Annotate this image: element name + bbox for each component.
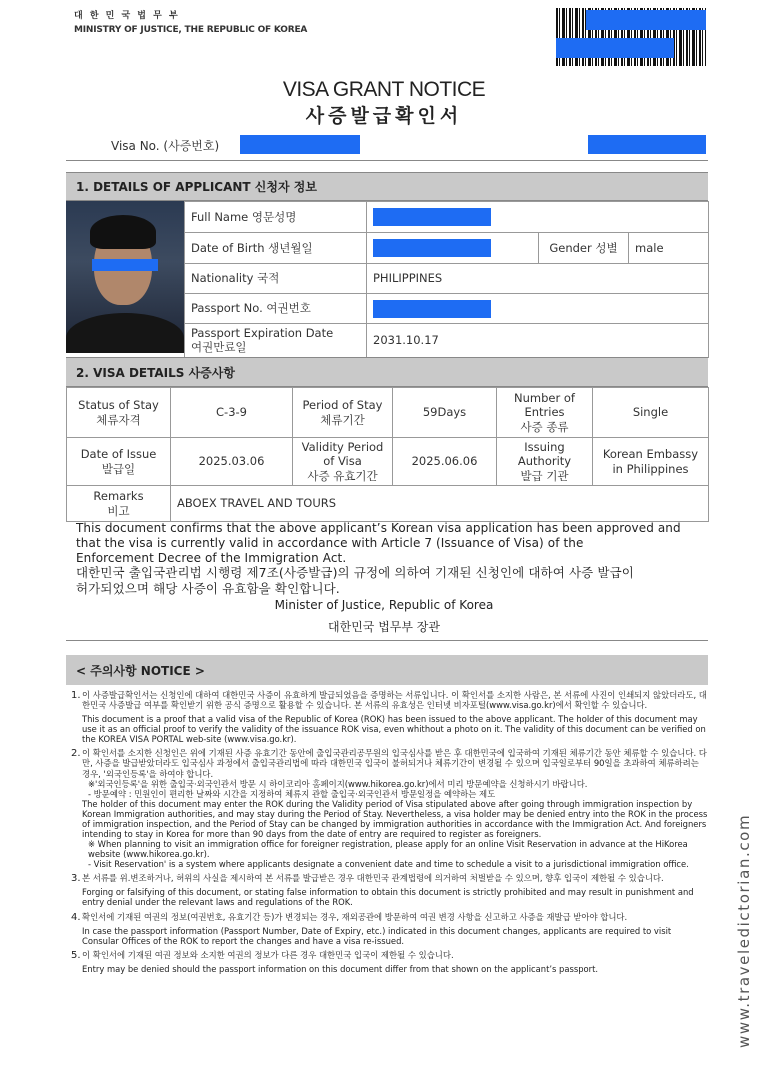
- passport-value: [367, 294, 709, 324]
- section-applicant-header: 1. DETAILS OF APPLICANT 신청자 정보: [66, 172, 708, 201]
- divider: [66, 160, 708, 161]
- confirmation-statement: This document confirms that the above applicant’s Korean visa application has been approved and that the visa is currently valid in accordance with Article 7 (Issuance of Visa) of the Enforcement Decree of the Immigration Act. 대한민국 출입국관리법 시행령 제7조(사증발급)의 규정에 의하여 기재된 신청인에 대하여 사증 발급이 허가되었으며 해당 사증이 유효함을 확인합니다.: [76, 521, 681, 596]
- signatory-ko: 대한민국 법무부 장관: [328, 620, 440, 634]
- redaction-bar: [556, 38, 674, 58]
- ministry-name-en: MINISTRY OF JUSTICE, THE REPUBLIC OF KOREA: [74, 25, 308, 35]
- ministry-name-ko: 대 한 민 국 법 무 부: [74, 11, 180, 21]
- notice-item: 3. 본 서류를 위.변조하거나, 허위의 사실을 제시하여 본 서류를 발급받은 경우 대한민국 관계법령에 의거하여 처벌받을 수 있으며, 향후 입국이 제한될 수 있습니다. Forging or falsifying of this document, or stating false information to obtain this document is strictly prohibited and may result in punishment and entry denial under the relevant laws and regulations of the ROK.: [71, 873, 694, 908]
- document-title-ko: 사증발급확인서: [305, 105, 463, 127]
- redaction-bar: [92, 259, 158, 271]
- notice-item: 1. 이 사증발급확인서는 신청인에 대하여 대한민국 사증이 유효하게 발급되었음을 증명하는 서류입니다. 이 확인서를 소지한 사람은, 본 서류에 사진이 인쇄되지 않았더라도, 대한민국 사증발급 여부를 확인받기 위한 공식 증명으로 활용할 수 있습니다. 본 서류의 유효성은 인터넷 비자포털(www.visa.go.kr)에서 확인할 수 있습니다. This document is a proof that a valid visa of the Republic of Korea (ROK) has been issued to the above applicant. The holder of this document may use it as an official proof to verify the validity of the issuance ROK visa, even whithout a photo on it. The validity of this document can be verified on the KOREA VISA PORTAL web-site (www.visa.go.kr).: [71, 690, 707, 745]
- authority-label: Issuing Authority 발급 기관: [497, 438, 593, 486]
- section-visa-header: 2. VISA DETAILS 사증사항: [66, 357, 708, 387]
- notice-list: [66, 690, 708, 978]
- dob-label: Date of Birth 생년월일: [185, 233, 367, 264]
- redaction-bar: [373, 300, 491, 318]
- notice-header: < 주의사항 NOTICE >: [66, 655, 708, 685]
- redaction-bar: [586, 10, 706, 30]
- visa-number-redacted: [240, 135, 360, 154]
- signatory-en: Minister of Justice, Republic of Korea: [274, 598, 494, 612]
- validity-value: 2025.06.06: [393, 438, 497, 486]
- remarks-value: ABOEX TRAVEL AND TOURS: [171, 486, 709, 522]
- issue-date-label: Date of Issue 발급일: [67, 438, 171, 486]
- notice-item: 4. 확인서에 기재된 여권의 정보(여권번호, 유효기간 등)가 변경되는 경우, 재외공관에 방문하여 여권 변경 사항을 신고하고 사증을 재발급 받아야 합니다. In case the passport information (Passport Number, Date of Expiry, etc.) indicated in this document changes, applicants are required to visit Consular Offices of the ROK to report the changes and have a visa re-issued.: [71, 911, 672, 946]
- entries-value: Single: [593, 388, 709, 438]
- watermark-text: www.traveledictorian.com: [735, 813, 753, 1048]
- notice-item: 2. 이 확인서를 소지한 신청인은 위에 기재된 사증 유효기간 동안에 출입국관리공무원의 입국심사를 받은 후 대한민국에 입국하여 기재된 체류기간 동안 체류할 수 있습니다. 다만, 사증을 발급받았더라도 입국심사 과정에서 출입국관리법에 따라 대한민국 입국이 불허되거나 체류기간이 변경될 수 있으며 입국일로부터 90일을 초과하여 체류하려는 경우, '외국인등록'을 하여야 합니다. ※'외국인등록'을 위한 출입국·외국인관서 방문 시 하이코리아 홈페이지(www.hikorea.go.kr)에서 미리 방문예약을 신청하시기 바랍니다. - 방문예약 : 민원인이 편리한 날짜와 시간을 지정하여 체류지 관할 출입국·외국인관서 방문일정을 예약하는 제도 The holder of this document may enter the ROK during the Validity period of Visa stipulated above after going through immigration inspection by Korean Immigration authorities, and may stay during the Period of Stay. Nevertheless, a visa holder may be denied entry into the ROK in the process of immigration inspection, and the Period of Stay can be changed by immigration authorities in accordance with the Immigration Act. And foreigners intending to stay in Korea for more than 90 days from the date of entry are required to register as foreigners. ※ When planning to visit an immigration office for foreigner registration, please apply for an online Visit Reservation in advance at the HiKorea website (www.hikorea.go.kr). - Visit Reservation' is a system where applicants designate a convenient date and time to schedule a visit to a jurisdictional immigration office.: [71, 748, 708, 870]
- redaction-bar: [373, 208, 491, 226]
- period-label: Period of Stay 체류기간: [293, 388, 393, 438]
- authority-value: Korean Embassy in Philippines: [593, 438, 709, 486]
- nationality-value: PHILIPPINES: [367, 264, 709, 294]
- remarks-label: Remarks 비고: [67, 486, 171, 522]
- redaction-bar: [588, 135, 706, 154]
- status-label: Status of Stay 체류자격: [67, 388, 171, 438]
- status-value: C-3-9: [171, 388, 293, 438]
- passport-label: Passport No. 여권번호: [185, 294, 367, 324]
- notice-item: 5. 이 확인서에 기재된 여권 정보와 소지한 여권의 정보가 다른 경우 대한민국 입국이 제한될 수 있습니다. Entry may be denied should the passport information on this document differ from that shown on the applicant’s passport.: [71, 949, 599, 974]
- divider: [66, 640, 708, 641]
- issue-date-value: 2025.03.06: [171, 438, 293, 486]
- gender-value: male: [629, 233, 709, 264]
- visa-table: [66, 387, 709, 522]
- applicant-photo: [66, 201, 184, 353]
- redaction-bar: [373, 239, 491, 257]
- expiry-value: 2031.10.17: [367, 324, 709, 358]
- document-title-en: VISA GRANT NOTICE: [282, 78, 486, 101]
- dob-value: [367, 233, 539, 264]
- full-name-label: Full Name 영문성명: [185, 202, 367, 233]
- applicant-table: [184, 201, 709, 358]
- gender-label: Gender 성별: [539, 233, 629, 264]
- expiry-label: Passport Expiration Date 여권만료일: [185, 324, 367, 358]
- validity-label: Validity Period of Visa 사증 유효기간: [293, 438, 393, 486]
- full-name-value: [367, 202, 709, 233]
- period-value: 59Days: [393, 388, 497, 438]
- entries-label: Number of Entries 사증 종류: [497, 388, 593, 438]
- visa-number-label: Visa No. (사증번호): [111, 139, 220, 153]
- nationality-label: Nationality 국적: [185, 264, 367, 294]
